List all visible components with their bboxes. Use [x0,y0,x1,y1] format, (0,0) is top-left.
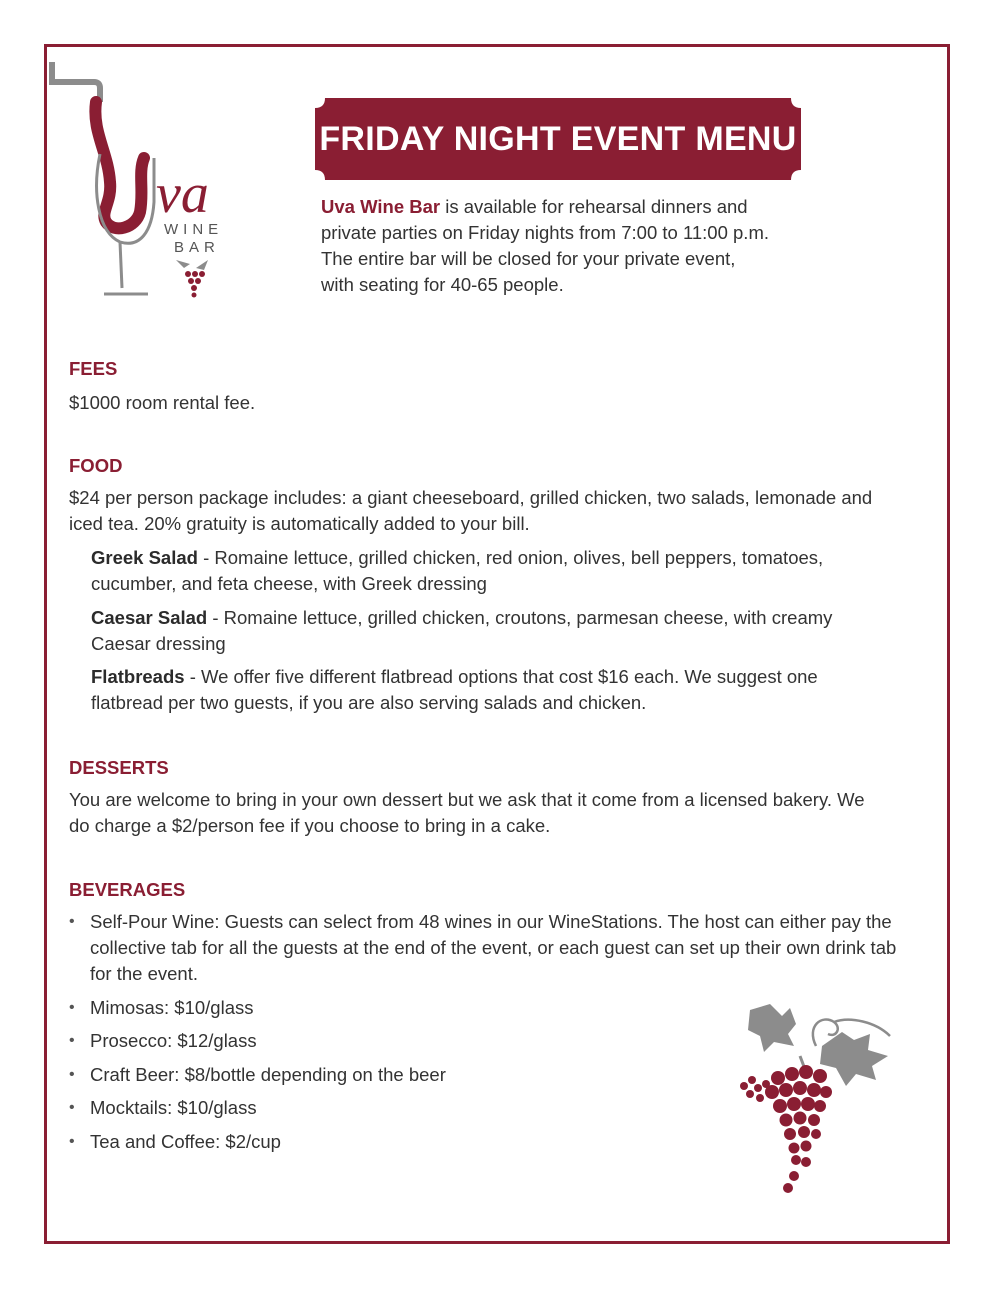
food-item-greek-salad [91,545,881,597]
intro-line-3: The entire bar will be closed for your private event, [321,248,736,269]
item-name: Caesar Salad [91,607,208,628]
list-item-text: Mocktails: $10/glass [90,1097,257,1118]
list-item-text: Tea and Coffee: $2/cup [90,1130,281,1152]
food-text: $24 per person package includes: a giant cheeseboard, grilled chicken, two salads, lemonade and iced tea. 20% gratuity is automatically added to your bill. [69,487,873,534]
beverages-heading: BEVERAGES [69,879,186,900]
item-description: - We offer five different flatbread options that cost $16 each. We suggest one flatbread per two guests, if you are also serving salads and chicken. [91,666,818,713]
desserts-text: You are welcome to bring in your own dessert but we ask that it come from a licensed bakery. We do charge a $2/person fee if you choose to bring in a cake. [69,789,865,836]
intro-line-2: private parties on Friday nights from 7:00 to 11:00 p.m. [321,222,769,243]
intro-paragraph [321,194,821,298]
list-item-text: Prosecco: $12/glass [90,1030,257,1051]
list-item [69,909,899,987]
desserts-heading: DESSERTS [69,757,169,778]
brand-name: Uva Wine Bar [321,196,441,217]
logo-text-va: va [156,163,209,225]
logo-text-bar: BAR [174,239,220,256]
bullet-icon: • [69,1132,75,1150]
food-item-flatbreads [91,664,881,716]
list-item-text: Mimosas: $10/glass [90,996,254,1018]
page-title: FRIDAY NIGHT EVENT MENU [319,119,797,158]
item-description: - Romaine lettuce, grilled chicken, croutons, parmesan cheese, with creamy Caesar dressing [91,607,833,654]
food-item-caesar-salad [91,605,881,657]
item-name: Greek Salad [91,547,198,568]
item-description: - Romaine lettuce, grilled chicken, red onion, olives, bell peppers, tomatoes, cucumber, and feta cheese, with Greek dressing [91,547,824,594]
intro-line-4: with seating for 40-65 people. [321,274,564,295]
fees-text: $1000 room rental fee. [69,392,256,413]
bullet-icon: • [69,1099,75,1116]
uva-wine-bar-logo [48,62,248,302]
item-name: Flatbreads [91,666,185,687]
bullet-icon: • [69,913,75,930]
list-item-text: Self-Pour Wine: Guests can select from 48 wines in our WineStations. The host can either pay the collective tab for all the guests at the end of the event, or each guest can set up their own drink tab for the event. [90,911,897,984]
food-heading: FOOD [69,455,123,476]
bullet-icon: • [69,1032,75,1049]
bullet-icon: • [69,998,75,1016]
logo-text-wine: WINE [164,221,224,238]
bullet-icon: • [69,1065,75,1083]
fees-heading: FEES [69,358,118,379]
grapes-icon [730,1000,900,1200]
intro-line-1: is available for rehearsal dinners and [440,196,748,217]
list-item-text: Craft Beer: $8/bottle depending on the beer [90,1063,446,1085]
